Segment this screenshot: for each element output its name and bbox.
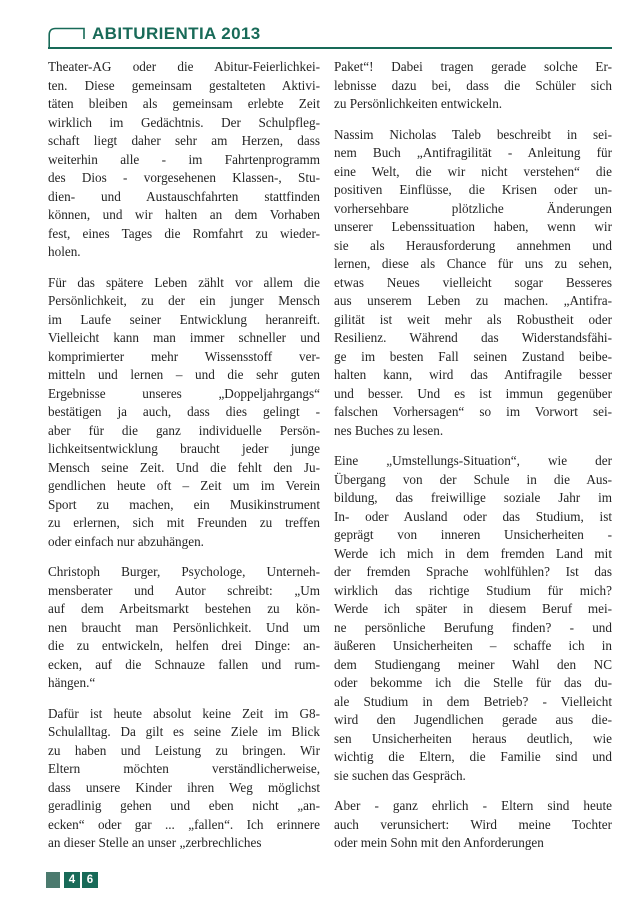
- text-line: Sport zu machen, ein Musikinstrument: [48, 496, 320, 512]
- text-line: wird den Jugendlichen gerade aus die-: [334, 712, 612, 727]
- text-line: können, und wir halten an dem Vorhaben: [48, 207, 320, 222]
- text-line: falschen Vorhersagen“ so im Vorwort sei-: [334, 404, 612, 419]
- text-line: oder bekomme ich die Stelle für das du-: [334, 675, 612, 690]
- text-line: positiven Einflüsse, die Krisen oder un-: [334, 182, 612, 197]
- text-line: schaft liegt daher sehr am Herzen, dass: [48, 133, 320, 148]
- text-line: hängen.“: [48, 675, 96, 690]
- paragraph: [334, 126, 612, 441]
- text-line: bestätigen ja auch, dass dies gelingt -: [48, 404, 320, 419]
- text-line: zu erlernen, sich mit Freunden zu treffen: [48, 515, 320, 530]
- paragraph: [48, 563, 320, 693]
- paragraph: [48, 274, 320, 552]
- text-line: ne persönliche Berufung finden? - und: [334, 619, 612, 635]
- page-header: [48, 0, 612, 49]
- text-line: dien- und Austauschfahrten stattfinden: [48, 188, 320, 204]
- text-line: sen Unsicherheiten heraus deutlich, wie: [334, 730, 612, 746]
- text-line: Für das spätere Leben zählt vor allem die: [48, 274, 320, 290]
- text-line: täten bleiben als gemeinsam erlebte Zeit: [48, 96, 320, 111]
- text-line: wichtig die Eltern, die Familie sind und: [334, 749, 612, 764]
- text-line: Resilienz. Während das Widerstandsfähi-: [334, 330, 612, 345]
- page-number-decoration-box: [46, 872, 60, 888]
- text-line: gendlichen heute oft – Zeit um im Verein: [48, 478, 320, 493]
- page-footer: [46, 872, 98, 888]
- text-line: Eltern möchten verständlicherweise,: [48, 761, 320, 776]
- text-line: Aber - ganz ehrlich - Eltern sind heute: [334, 798, 612, 813]
- text-line: dass unsere Kinder ihren Weg möglichst: [48, 779, 320, 795]
- left-column: [48, 58, 320, 853]
- text-line: bildung, das freiwillige soziale Jahr im: [334, 490, 612, 505]
- text-line: ge im besten Fall seinen Zustand beibe-: [334, 348, 612, 364]
- text-line: zu Persönlichkeiten entwickeln.: [334, 96, 503, 111]
- paragraph: [334, 452, 612, 785]
- text-line: ten. Diese gemeinsam gestalteten Aktivi-: [48, 77, 320, 93]
- page-title: ABITURIENTIA 2013: [92, 24, 261, 43]
- text-line: ale Studium in dem Betrieb? - Vielleicht: [334, 693, 612, 709]
- corner-tab-icon: [48, 25, 88, 49]
- text-line: nem Buch „Antifragilität - Anleitung für: [334, 145, 612, 160]
- text-line: etwas Neues vielleicht sogar Besseres: [334, 274, 612, 290]
- article-body: [48, 58, 612, 853]
- paragraph: [48, 705, 320, 853]
- text-line: wirklich im Gedächtnis. Der Schulpfleg-: [48, 114, 320, 130]
- text-line: weiterhin alle - im Fahrtenprogramm: [48, 151, 320, 167]
- text-line: Paket“! Dabei tragen gerade solche Er-: [334, 59, 612, 74]
- page-number-box-ones: 6: [82, 872, 98, 888]
- text-line: Theater-AG oder die Abitur-Feierlichkei-: [48, 59, 320, 74]
- right-column: [334, 58, 612, 853]
- text-line: gilität ist weit mehr als Robustheit oder: [334, 311, 612, 327]
- text-line: mensberater und Autor schreibt: „Um: [48, 582, 320, 598]
- text-line: auch verunsichert: Wird meine Tochter: [334, 816, 612, 832]
- text-line: im Laufe seiner Entwicklung heranreift.: [48, 311, 320, 327]
- text-line: ecken, auf die Schnauze fallen und rum-: [48, 656, 320, 672]
- text-line: äußeren Unsicherheiten – schaffe ich in: [334, 638, 612, 653]
- text-line: halten kann, wird das Antifragile besser: [334, 367, 612, 382]
- text-line: eine Welt, die wir nicht verstehen“ die: [334, 163, 612, 179]
- text-line: komprimierter mehr Wissensstoff ver-: [48, 348, 320, 364]
- text-line: Vielleicht kann man immer schneller und: [48, 330, 320, 345]
- text-line: oder mein Sohn mit den Anforderungen: [334, 835, 544, 850]
- text-line: dem Studiengang meiner Wahl den NC: [334, 656, 612, 672]
- text-line: der fremden Sprache wohlfühlen? Ist das: [334, 564, 612, 579]
- text-line: an dieser Stelle an unser „zerbrechliches: [48, 835, 262, 850]
- text-line: wirklich das richtige Studium für mich?: [334, 582, 612, 598]
- text-line: lernen, diese als Chance für uns zu sehen,: [334, 256, 612, 271]
- text-line: Ergebnisse unseres „Doppeljahrgangs“: [48, 385, 320, 401]
- text-line: sie suchen das Gespräch.: [334, 767, 466, 783]
- text-line: Mensch seine Zeit. Und die fehlt den Ju-: [48, 459, 320, 475]
- text-line: Dafür ist heute absolut keine Zeit im G8-: [48, 705, 320, 721]
- text-line: In- oder Ausland oder das Studium, ist: [334, 508, 612, 524]
- page-number-box-tens: 4: [64, 872, 80, 888]
- text-line: und besser. Und es ist immun gegenüber: [334, 385, 612, 401]
- text-line: nen braucht man Persönlichkeit. Und um: [48, 619, 320, 635]
- text-line: mitteln und lernen – und die sehr guten: [48, 367, 320, 382]
- text-line: lichkeitsentwicklung braucht jeder junge: [48, 441, 320, 456]
- text-line: zu haben und Leistung zu bringen. Wir: [48, 742, 320, 758]
- text-line: oder einfach nur abzuhängen.: [48, 533, 204, 549]
- text-line: Nassim Nicholas Taleb beschreibt in sei-: [334, 126, 612, 142]
- text-line: auf dem Arbeitsmarkt bestehen zu kön-: [48, 601, 320, 616]
- paragraph: [334, 58, 612, 114]
- text-line: unserer Lebenssituation haben, wenn wir: [334, 219, 612, 234]
- text-line: nes Buches zu lesen.: [334, 422, 444, 438]
- text-line: die zu entwickeln, helfen drei Dinge: an-: [48, 638, 320, 653]
- text-line: Übergang von der Schule in die Aus-: [334, 471, 612, 487]
- text-line: vorhersehbare plötzliche Änderungen: [334, 200, 612, 216]
- text-line: geprägt von inneren Unsicherheiten -: [334, 527, 612, 542]
- text-line: Werde ich mich in dem fremden Land mit: [334, 545, 612, 561]
- text-line: fest, eines Tages die Romfahrt zu wieder-: [48, 225, 320, 241]
- text-line: aus unserem Leben zu machen. „Antifra-: [334, 293, 612, 308]
- text-line: sie als Herausforderung annehmen und: [334, 237, 612, 253]
- paragraph: [48, 58, 320, 262]
- text-line: holen.: [48, 244, 81, 259]
- text-line: geradlinig gehen und eben nicht „an-: [48, 798, 320, 813]
- text-line: ecken“ oder gar ... „fallen“. Ich erinnere: [48, 816, 320, 832]
- text-line: Werde ich später in diesem Beruf mei-: [334, 601, 612, 616]
- text-line: Schulalltag. Da gilt es seine Ziele im Blick: [48, 724, 320, 739]
- text-line: Christoph Burger, Psychologe, Unterneh-: [48, 564, 320, 579]
- text-line: lebnisse dazu bei, dass die Schüler sich: [334, 77, 612, 93]
- text-line: des Dios - vorgesehenen Klassen-, Stu-: [48, 170, 320, 185]
- text-line: Persönlichkeit, zu der ein junger Mensch: [48, 293, 320, 308]
- paragraph: [334, 797, 612, 853]
- text-line: Eine „Umstellungs-Situation“, wie der: [334, 453, 612, 468]
- text-line: aber für die ganz individuelle Persön-: [48, 422, 320, 438]
